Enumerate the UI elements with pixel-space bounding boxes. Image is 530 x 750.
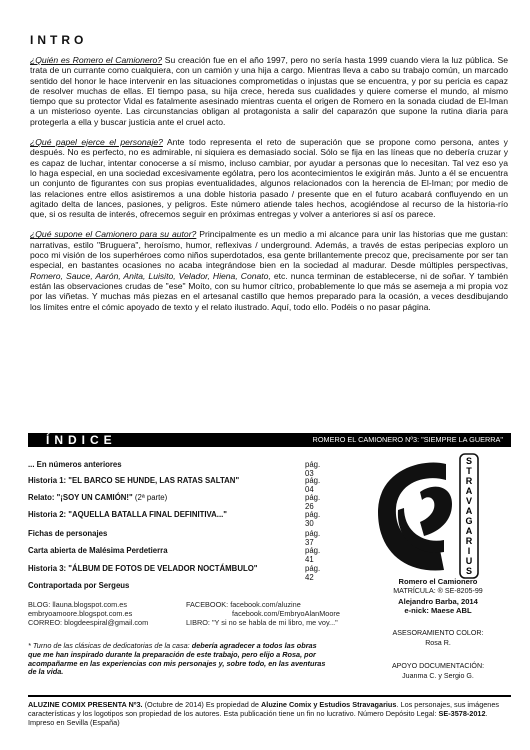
logo-letter-r2: R [465,536,473,546]
toc-entry-title: ... En números anteriores [28,460,122,469]
legal-footer [28,695,511,727]
documentation-label: APOYO DOCUMENTACIÓN: [391,661,485,670]
toc-entry-title [28,493,167,502]
toc-entry-page: pág. 41 [305,546,321,564]
blog-link[interactable]: BLOG: llauna.blogspot.com.es [28,600,127,609]
logo-letter-g: G [465,516,473,526]
logo-letter-v: V [465,496,473,506]
intro-body [30,55,508,322]
footer-legal-deposit: SE-3578-2012 [438,709,486,718]
toc-entry-page: pág. 03 [305,460,321,478]
toc-entry [28,460,328,478]
logo-letter-a: A [465,486,473,496]
logo-letter-r: R [465,476,473,486]
credits-block [358,577,518,681]
dedication-lead: * Turno de las clásicas de dedicatorias de la casa: [28,641,192,650]
intro-paragraph-1 [30,55,508,127]
footer-text-1: (Octubre de 2014) Es propiedad de [142,700,262,709]
documentation-names: Juanma C. y Sergio G. [402,671,474,680]
credits-title: Romero el Camionero [398,577,478,586]
question-1: ¿Quién es Romero el Camionero? [30,55,163,65]
toc-entry [28,529,328,547]
logo-letter-a3: A [465,526,473,536]
toc-entry [28,564,328,582]
facebook-link[interactable]: FACEBOOK: facebook.com/aluzine [186,600,301,609]
dedication-text: debería agradecer a todos las obras que me han inspirado durante la preparación de este trabajo, pero elijo a Rosa, por acompañarme en las experiencias con mis personajes y, sobre todo, en las aventuras de la vida. [28,641,326,677]
toc-entry [28,493,328,511]
toc-entry-page: pág. 04 [305,476,321,494]
toc-entry-page: pág. 26 [305,493,321,511]
toc-entry-title: Carta abierta de Malésima Perdetierra [28,546,168,555]
answer-1: Su creación fue en el año 1997, pero no sería hasta 1999 cuando viera la luz pública. Se trata de un currante como cualquiera, con un camión y una hija a cargo. Mientras lleva a cabo su trabajo común, un marcado sentido del honor le hace intervenir en las situaciones comprometidas o injustas que se encuentra, y por su pericia es capaz de resolver muchas de ellas. El tiempo pasa, su hija crece, hereda sus cualidades y quiere comerse el mundo, al mismo tiempo que su protector Vidal es fatalmente asesinado mientras cuenta el origen de Romero en la sonada ciudad de El-Iman a un misterioso oyente. Las circunstancias obligan al protagonista a salir del caparazón que supone la rutina diaria para protegerla a ella y buscar justicia ante el cruel acto. [30,55,509,127]
index-title: ÍNDICE [46,433,117,447]
answer-2: Ante todo representa el reto de superación que se propone como persona, antes y después. No es perfecto, no es admirable, ni siquiera es demasiado social. Sólo se fija en las líneas que no debería cruzar y es capaz de luchar, intentar conocerse a sí mismo, incluso cambiar, por ayudar a personas que lo necesitan. Tal vez eso ya lo haga especial, en una sociedad excesivamente ególatra, pero los acontecimientos le exigirán más. Junto a él se encuentra un conjunto de figurantes con sus propias eventualidades, algunos relacionados con la herencia de El-Iman; por medio de las relaciones entre ellos asistiremos a una doble historia pasado / presente que en el futuro acabará confluyendo en un agitado delta de lances, pasiones, y peligros. Este número atiende tales hechos, acogiéndose al recurso de la historia-río que, si os resulta de interés, ofrecemos seguir en próximas entregas y volver a anteriores si así os parece. [30,137,508,220]
toc-entry-page: pág. 42 [305,564,321,582]
blog-link-2[interactable]: embryoamoore.blogspot.com.es [28,608,133,618]
index-header-bar [28,433,511,447]
credits-registration: MATRÍCULA: ® SE-8205-99 [393,586,483,595]
intro-paragraph-2 [30,137,508,219]
footer-lead: ALUZINE COMIX PRESENTA Nº3. [28,700,143,709]
facebook-link-2[interactable]: facebook.com/EmbryoAlanMoore [232,608,340,618]
dedication-note [28,642,328,677]
toc-entry-title: Historia 3: "ÁLBUM DE FOTOS DE VELADOR NOCTÁMBULO" [28,564,258,573]
stravagarius-logo [360,452,508,580]
question-3: ¿Qué supone el Camionero para su autor? [30,229,197,240]
logo-letter-s: S [465,456,473,466]
logo-swirl-inner [420,487,452,536]
toc-entry-page: pág. 30 [305,510,321,528]
logo-letter-u: U [465,556,473,566]
toc-entry-title: Historia 2: "AQUELLA BATALLA FINAL DEFINITIVA..." [28,510,227,519]
book-link[interactable]: LIBRO: "Y si no se habla de mi libro, me voy..." [186,617,338,627]
toc-entry-title: Fichas de personajes [28,529,108,538]
logo-letter-i: I [467,546,471,556]
toc-entry-title: Historia 1: "EL BARCO SE HUNDE, LAS RATAS SALTAN" [28,476,240,485]
index-series-label: ROMERO EL CAMIONERO Nº3: "SIEMPRE LA GUERRA" [312,435,503,444]
footer-text-2: . Los personajes, sus imágenes características y los logotipos son propiedad de los autores. Esta publicación tiene un fin no lucrativo. Número Depósito Legal: [28,700,500,718]
email-link[interactable]: CORREO: blogdeespiral@gmail.com [28,617,149,627]
toc-entry [28,546,328,564]
toc-entry [28,510,328,528]
color-advice-name: Rosa R. [425,638,451,647]
color-advice-label: ASESORAMIENTO COLOR: [392,629,484,638]
answer-3a: Principalmente es un medio a mi alcance para unir las historias que me gustan: narrativas, estilo "Bruguera", heroísmo, humor, reflexivas / underground. Además, a través de estas peripecias exploro un poco mi visión de los superhéroes como niños superdotados, esa gente brillantemente precoz que, precisamente por ser tan especial, en bastantes ocasiones no acaba integrándose bien en la sociedad al madurar. Desde múltiples perspectivas, [30,229,508,271]
question-2: ¿Qué papel ejerce el personaje? [30,137,163,148]
answer-3b: etc. nunca terminan de establecerse, ni de soñar. Y también están las observaciones crudas de "ese" Moíto, con su humor cítrico, probablemente lo que más se asemeja a mi propia voz por las viñetas. Y muchas más piezas en el artesanal castillo que hemos preparado para la ocasión, a veces desdibujando los límites entre el cómic apoyado de texto y el relato ilustrado. Aquí, todo ello. Podéis o no pasar página. [30,270,508,312]
intro-paragraph-3 [30,229,508,311]
credits-nick: e-nick: Maese ABL [404,606,472,616]
toc-entry-main: Relato: "¡SOY UN CAMIÓN!" [28,493,133,502]
logo-letter-t: T [466,466,472,476]
character-names: Romero, Sauce, Aarón, Anita, Luisito, Velador, Hiena, Conato, [30,270,271,281]
back-cover-credit: Contraportada por Sergeus [28,581,130,590]
intro-title: INTRO [30,33,88,47]
logo-letter-s2: S [465,566,473,576]
footer-owner: Aluzine Comix y Estudios Stravagarius [261,700,397,709]
footer-text-3: . Impreso en Sevilla (España) [28,709,488,727]
social-links [186,601,340,627]
contact-links [28,601,148,627]
toc-entry-page: pág. 37 [305,529,321,547]
toc-entry [28,476,328,494]
toc-entry-extra: (2ª parte) [132,493,168,502]
logo-letter-a2: A [465,506,473,516]
credits-author: Alejandro Barba, 2014 [398,596,478,606]
